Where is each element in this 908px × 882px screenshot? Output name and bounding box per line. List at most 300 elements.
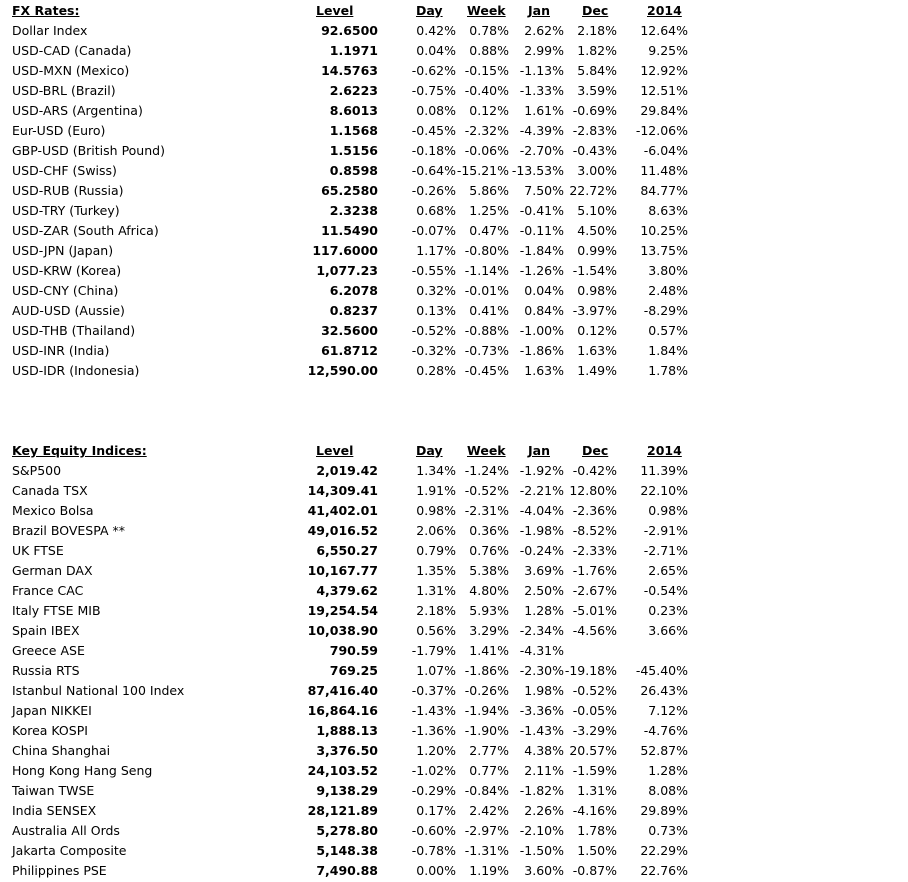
- cell-y2014: 29.89%: [640, 803, 688, 818]
- cell-jan: -4.31%: [519, 643, 564, 658]
- row-name: USD-KRW (Korea): [12, 263, 122, 278]
- cell-y2014: 29.84%: [640, 103, 688, 118]
- cell-day: 0.17%: [416, 803, 456, 818]
- cell-day: 0.32%: [416, 283, 456, 298]
- cell-level: 87,416.40: [307, 683, 378, 698]
- cell-level: 12,590.00: [307, 363, 378, 378]
- table-row: [0, 141, 908, 161]
- cell-jan: -0.24%: [519, 543, 564, 558]
- cell-level: 8.6013: [329, 103, 378, 118]
- cell-week: -1.90%: [464, 723, 509, 738]
- row-name: USD-INR (India): [12, 343, 110, 358]
- cell-jan: -4.39%: [519, 123, 564, 138]
- cell-y2014: 0.98%: [648, 503, 688, 518]
- cell-y2014: 52.87%: [640, 743, 688, 758]
- cell-jan: -1.98%: [519, 523, 564, 538]
- cell-dec: 1.82%: [577, 43, 617, 58]
- cell-y2014: 13.75%: [640, 243, 688, 258]
- cell-jan: 1.63%: [524, 363, 564, 378]
- cell-jan: -2.70%: [519, 143, 564, 158]
- column-header-dec: Dec: [582, 3, 609, 18]
- column-header-level: Level: [316, 3, 354, 18]
- cell-y2014: 8.08%: [648, 783, 688, 798]
- cell-week: 0.36%: [469, 523, 509, 538]
- column-header-week: Week: [467, 3, 506, 18]
- cell-week: -0.01%: [464, 283, 509, 298]
- cell-level: 4,379.62: [316, 583, 378, 598]
- column-header-dec: Dec: [582, 443, 609, 458]
- cell-week: -0.15%: [464, 63, 509, 78]
- cell-dec: -0.42%: [572, 463, 617, 478]
- table-row: [0, 541, 908, 561]
- cell-week: -1.86%: [464, 663, 509, 678]
- cell-dec: 5.10%: [577, 203, 617, 218]
- cell-week: -0.73%: [464, 343, 509, 358]
- cell-day: 1.17%: [416, 243, 456, 258]
- cell-y2014: 0.73%: [648, 823, 688, 838]
- cell-jan: -13.53%: [511, 163, 564, 178]
- row-name: USD-MXN (Mexico): [12, 63, 130, 78]
- cell-level: 65.2580: [321, 183, 378, 198]
- cell-y2014: 11.39%: [640, 463, 688, 478]
- cell-dec: 1.63%: [577, 343, 617, 358]
- cell-week: 1.25%: [469, 203, 509, 218]
- column-header-y2014: 2014: [647, 443, 682, 458]
- row-name: Istanbul National 100 Index: [12, 683, 185, 698]
- cell-day: -0.60%: [411, 823, 456, 838]
- cell-dec: -3.97%: [572, 303, 617, 318]
- cell-week: -0.84%: [464, 783, 509, 798]
- cell-jan: 2.62%: [524, 23, 564, 38]
- cell-dec: -0.05%: [572, 703, 617, 718]
- eq-header-row: [0, 441, 908, 461]
- cell-dec: 3.59%: [577, 83, 617, 98]
- table-row: [0, 181, 908, 201]
- table-row: [0, 801, 908, 821]
- row-name: AUD-USD (Aussie): [12, 303, 125, 318]
- cell-dec: -0.52%: [572, 683, 617, 698]
- cell-level: 0.8598: [329, 163, 378, 178]
- cell-week: -15.21%: [456, 163, 509, 178]
- cell-week: 1.19%: [469, 863, 509, 878]
- row-name: Mexico Bolsa: [12, 503, 94, 518]
- cell-jan: 1.28%: [524, 603, 564, 618]
- cell-jan: 0.04%: [524, 283, 564, 298]
- cell-level: 0.8237: [329, 303, 378, 318]
- column-header-day: Day: [416, 3, 443, 18]
- cell-level: 2.6223: [329, 83, 378, 98]
- cell-dec: -2.36%: [572, 503, 617, 518]
- table-row: [0, 521, 908, 541]
- cell-week: -2.97%: [464, 823, 509, 838]
- row-name: USD-CAD (Canada): [12, 43, 132, 58]
- cell-dec: -4.16%: [572, 803, 617, 818]
- cell-level: 24,103.52: [307, 763, 378, 778]
- cell-y2014: 26.43%: [640, 683, 688, 698]
- table-row: [0, 221, 908, 241]
- row-name: USD-TRY (Turkey): [12, 203, 120, 218]
- cell-dec: 1.78%: [577, 823, 617, 838]
- row-name: Greece ASE: [12, 643, 85, 658]
- row-name: Spain IBEX: [12, 623, 80, 638]
- cell-week: 0.78%: [469, 23, 509, 38]
- cell-week: -2.32%: [464, 123, 509, 138]
- cell-jan: -1.43%: [519, 723, 564, 738]
- table-row: [0, 361, 908, 381]
- column-header-jan: Jan: [528, 3, 550, 18]
- cell-day: -1.43%: [411, 703, 456, 718]
- row-name: China Shanghai: [12, 743, 111, 758]
- table-row: [0, 601, 908, 621]
- cell-day: -0.29%: [411, 783, 456, 798]
- cell-jan: -1.13%: [519, 63, 564, 78]
- fx-header-row: [0, 1, 908, 21]
- cell-week: -0.40%: [464, 83, 509, 98]
- row-name: Philippines PSE: [12, 863, 107, 878]
- cell-level: 10,167.77: [307, 563, 378, 578]
- cell-y2014: -4.76%: [643, 723, 688, 738]
- cell-y2014: 1.28%: [648, 763, 688, 778]
- table-row: [0, 681, 908, 701]
- row-name: USD-IDR (Indonesia): [12, 363, 140, 378]
- cell-jan: -1.33%: [519, 83, 564, 98]
- table-row: [0, 761, 908, 781]
- cell-day: 0.79%: [416, 543, 456, 558]
- cell-day: -0.78%: [411, 843, 456, 858]
- cell-jan: -0.11%: [519, 223, 564, 238]
- cell-day: 2.18%: [416, 603, 456, 618]
- cell-week: 5.38%: [469, 563, 509, 578]
- table-row: [0, 701, 908, 721]
- cell-dec: -2.83%: [572, 123, 617, 138]
- cell-dec: -8.52%: [572, 523, 617, 538]
- cell-dec: -0.43%: [572, 143, 617, 158]
- row-name: USD-THB (Thailand): [12, 323, 136, 338]
- table-row: [0, 281, 908, 301]
- cell-y2014: 12.51%: [640, 83, 688, 98]
- table-row: [0, 61, 908, 81]
- table-row: [0, 841, 908, 861]
- cell-dec: -1.54%: [572, 263, 617, 278]
- cell-dec: 0.98%: [577, 283, 617, 298]
- cell-day: -0.26%: [411, 183, 456, 198]
- cell-jan: 1.98%: [524, 683, 564, 698]
- cell-week: 1.41%: [469, 643, 509, 658]
- eq-section-title: Key Equity Indices:: [12, 443, 147, 458]
- cell-dec: -2.33%: [572, 543, 617, 558]
- cell-week: -0.06%: [464, 143, 509, 158]
- cell-y2014: 2.48%: [648, 283, 688, 298]
- cell-week: -0.26%: [464, 683, 509, 698]
- cell-level: 92.6500: [321, 23, 378, 38]
- cell-dec: -1.76%: [572, 563, 617, 578]
- cell-y2014: 22.10%: [640, 483, 688, 498]
- cell-jan: -2.34%: [519, 623, 564, 638]
- cell-level: 32.5600: [321, 323, 378, 338]
- cell-dec: 5.84%: [577, 63, 617, 78]
- cell-jan: -1.00%: [519, 323, 564, 338]
- cell-jan: -1.50%: [519, 843, 564, 858]
- cell-day: 1.34%: [416, 463, 456, 478]
- cell-dec: -0.87%: [572, 863, 617, 878]
- row-name: USD-CNY (China): [12, 283, 119, 298]
- cell-jan: -2.30%: [519, 663, 564, 678]
- cell-level: 11.5490: [321, 223, 378, 238]
- cell-jan: 3.69%: [524, 563, 564, 578]
- cell-dec: 1.49%: [577, 363, 617, 378]
- cell-week: 4.80%: [469, 583, 509, 598]
- row-name: Italy FTSE MIB: [12, 603, 101, 618]
- table-row: [0, 81, 908, 101]
- cell-week: -1.14%: [464, 263, 509, 278]
- cell-level: 2.3238: [329, 203, 378, 218]
- cell-jan: -4.04%: [519, 503, 564, 518]
- cell-week: 5.86%: [469, 183, 509, 198]
- cell-level: 1,888.13: [316, 723, 378, 738]
- column-header-y2014: 2014: [647, 3, 682, 18]
- row-name: France CAC: [12, 583, 84, 598]
- cell-day: 0.56%: [416, 623, 456, 638]
- table-row: [0, 41, 908, 61]
- cell-week: 0.76%: [469, 543, 509, 558]
- cell-day: -1.02%: [411, 763, 456, 778]
- table-row: [0, 721, 908, 741]
- cell-level: 1.1971: [329, 43, 378, 58]
- cell-day: 1.35%: [416, 563, 456, 578]
- cell-day: -0.52%: [411, 323, 456, 338]
- cell-jan: 7.50%: [524, 183, 564, 198]
- row-name: Canada TSX: [12, 483, 88, 498]
- cell-level: 3,376.50: [316, 743, 378, 758]
- column-header-week: Week: [467, 443, 506, 458]
- row-name: India SENSEX: [12, 803, 97, 818]
- cell-y2014: 84.77%: [640, 183, 688, 198]
- cell-day: 0.04%: [416, 43, 456, 58]
- cell-y2014: 22.76%: [640, 863, 688, 878]
- row-name: Eur-USD (Euro): [12, 123, 106, 138]
- cell-day: 0.00%: [416, 863, 456, 878]
- row-name: Japan NIKKEI: [12, 703, 92, 718]
- row-name: UK FTSE: [12, 543, 64, 558]
- cell-day: 0.68%: [416, 203, 456, 218]
- cell-dec: 0.99%: [577, 243, 617, 258]
- cell-level: 10,038.90: [307, 623, 378, 638]
- cell-week: 0.88%: [469, 43, 509, 58]
- column-header-jan: Jan: [528, 443, 550, 458]
- cell-dec: -5.01%: [572, 603, 617, 618]
- cell-y2014: 1.84%: [648, 343, 688, 358]
- table-row: [0, 481, 908, 501]
- cell-y2014: 3.80%: [648, 263, 688, 278]
- cell-y2014: -0.54%: [643, 583, 688, 598]
- row-name: USD-ARS (Argentina): [12, 103, 143, 118]
- cell-level: 1,077.23: [316, 263, 378, 278]
- cell-y2014: 12.64%: [640, 23, 688, 38]
- cell-week: 0.47%: [469, 223, 509, 238]
- cell-y2014: 22.29%: [640, 843, 688, 858]
- cell-day: -0.62%: [411, 63, 456, 78]
- cell-day: -0.37%: [411, 683, 456, 698]
- cell-dec: -2.67%: [572, 583, 617, 598]
- table-row: [0, 201, 908, 221]
- table-row: [0, 621, 908, 641]
- cell-jan: -1.82%: [519, 783, 564, 798]
- cell-level: 5,148.38: [316, 843, 378, 858]
- table-row: [0, 341, 908, 361]
- row-name: USD-CHF (Swiss): [12, 163, 117, 178]
- table-row: [0, 261, 908, 281]
- cell-jan: 2.99%: [524, 43, 564, 58]
- cell-dec: 2.18%: [577, 23, 617, 38]
- cell-dec: 20.57%: [569, 743, 617, 758]
- cell-jan: 1.61%: [524, 103, 564, 118]
- cell-y2014: 3.66%: [648, 623, 688, 638]
- table-row: [0, 561, 908, 581]
- cell-dec: -3.29%: [572, 723, 617, 738]
- cell-day: -0.18%: [411, 143, 456, 158]
- table-row: [0, 641, 908, 661]
- row-name: Australia All Ords: [12, 823, 120, 838]
- cell-day: 0.98%: [416, 503, 456, 518]
- cell-week: 3.29%: [469, 623, 509, 638]
- row-name: USD-BRL (Brazil): [12, 83, 116, 98]
- cell-day: 1.31%: [416, 583, 456, 598]
- row-name: S&P500: [12, 463, 62, 478]
- cell-level: 117.6000: [312, 243, 378, 258]
- table-row: [0, 301, 908, 321]
- cell-level: 6,550.27: [316, 543, 378, 558]
- fx-section-title: FX Rates:: [12, 3, 80, 18]
- cell-day: -0.45%: [411, 123, 456, 138]
- cell-level: 1.5156: [329, 143, 378, 158]
- cell-week: 2.42%: [469, 803, 509, 818]
- cell-level: 16,864.16: [307, 703, 378, 718]
- cell-level: 2,019.42: [316, 463, 378, 478]
- table-row: [0, 241, 908, 261]
- cell-day: 0.08%: [416, 103, 456, 118]
- cell-y2014: -8.29%: [643, 303, 688, 318]
- cell-week: 5.93%: [469, 603, 509, 618]
- cell-day: 1.07%: [416, 663, 456, 678]
- cell-jan: -3.36%: [519, 703, 564, 718]
- cell-dec: -0.69%: [572, 103, 617, 118]
- cell-jan: -1.92%: [519, 463, 564, 478]
- row-name: Korea KOSPI: [12, 723, 88, 738]
- table-row: [0, 581, 908, 601]
- cell-week: 0.41%: [469, 303, 509, 318]
- cell-y2014: 2.65%: [648, 563, 688, 578]
- cell-y2014: -2.91%: [643, 523, 688, 538]
- cell-jan: 2.11%: [524, 763, 564, 778]
- cell-jan: 3.60%: [524, 863, 564, 878]
- cell-week: -1.24%: [464, 463, 509, 478]
- cell-level: 14,309.41: [307, 483, 378, 498]
- cell-level: 61.8712: [321, 343, 378, 358]
- table-row: [0, 161, 908, 181]
- cell-y2014: 0.23%: [648, 603, 688, 618]
- table-row: [0, 501, 908, 521]
- table-row: [0, 461, 908, 481]
- table-row: [0, 661, 908, 681]
- row-name: German DAX: [12, 563, 93, 578]
- cell-y2014: 10.25%: [640, 223, 688, 238]
- row-name: USD-ZAR (South Africa): [12, 223, 159, 238]
- cell-level: 19,254.54: [307, 603, 378, 618]
- cell-day: -0.64%: [411, 163, 456, 178]
- cell-level: 790.59: [329, 643, 378, 658]
- table-row: [0, 101, 908, 121]
- cell-level: 41,402.01: [307, 503, 378, 518]
- cell-day: 2.06%: [416, 523, 456, 538]
- cell-week: -1.94%: [464, 703, 509, 718]
- cell-day: -0.32%: [411, 343, 456, 358]
- cell-jan: -1.84%: [519, 243, 564, 258]
- cell-dec: 4.50%: [577, 223, 617, 238]
- cell-dec: -1.59%: [572, 763, 617, 778]
- cell-jan: -1.86%: [519, 343, 564, 358]
- column-header-day: Day: [416, 443, 443, 458]
- cell-day: -0.75%: [411, 83, 456, 98]
- cell-level: 14.5763: [321, 63, 378, 78]
- table-row: [0, 781, 908, 801]
- cell-day: 0.28%: [416, 363, 456, 378]
- cell-dec: 1.50%: [577, 843, 617, 858]
- cell-dec: 22.72%: [569, 183, 617, 198]
- cell-day: -0.07%: [411, 223, 456, 238]
- table-row: [0, 21, 908, 41]
- cell-day: -0.55%: [411, 263, 456, 278]
- cell-dec: -4.56%: [572, 623, 617, 638]
- cell-y2014: -6.04%: [643, 143, 688, 158]
- row-name: Dollar Index: [12, 23, 88, 38]
- cell-week: -0.80%: [464, 243, 509, 258]
- cell-day: 0.42%: [416, 23, 456, 38]
- cell-dec: 1.31%: [577, 783, 617, 798]
- cell-week: -1.31%: [464, 843, 509, 858]
- cell-jan: 4.38%: [524, 743, 564, 758]
- cell-jan: 2.26%: [524, 803, 564, 818]
- cell-week: -0.52%: [464, 483, 509, 498]
- cell-level: 7,490.88: [316, 863, 378, 878]
- cell-y2014: 11.48%: [640, 163, 688, 178]
- cell-dec: 3.00%: [577, 163, 617, 178]
- cell-y2014: 7.12%: [648, 703, 688, 718]
- row-name: Jakarta Composite: [12, 843, 127, 858]
- cell-jan: -0.41%: [519, 203, 564, 218]
- cell-week: 2.77%: [469, 743, 509, 758]
- cell-jan: 2.50%: [524, 583, 564, 598]
- cell-day: 1.20%: [416, 743, 456, 758]
- cell-week: 0.12%: [469, 103, 509, 118]
- table-row: [0, 121, 908, 141]
- cell-level: 49,016.52: [307, 523, 378, 538]
- cell-level: 9,138.29: [316, 783, 378, 798]
- cell-jan: -2.10%: [519, 823, 564, 838]
- table-row: [0, 741, 908, 761]
- cell-y2014: -2.71%: [643, 543, 688, 558]
- row-name: USD-RUB (Russia): [12, 183, 124, 198]
- table-row: [0, 861, 908, 881]
- cell-week: 0.77%: [469, 763, 509, 778]
- row-name: Hong Kong Hang Seng: [12, 763, 153, 778]
- cell-week: -0.45%: [464, 363, 509, 378]
- cell-y2014: 9.25%: [648, 43, 688, 58]
- cell-week: -0.88%: [464, 323, 509, 338]
- cell-dec: -19.18%: [564, 663, 617, 678]
- cell-y2014: -12.06%: [635, 123, 688, 138]
- row-name: GBP-USD (British Pound): [12, 143, 165, 158]
- cell-jan: 0.84%: [524, 303, 564, 318]
